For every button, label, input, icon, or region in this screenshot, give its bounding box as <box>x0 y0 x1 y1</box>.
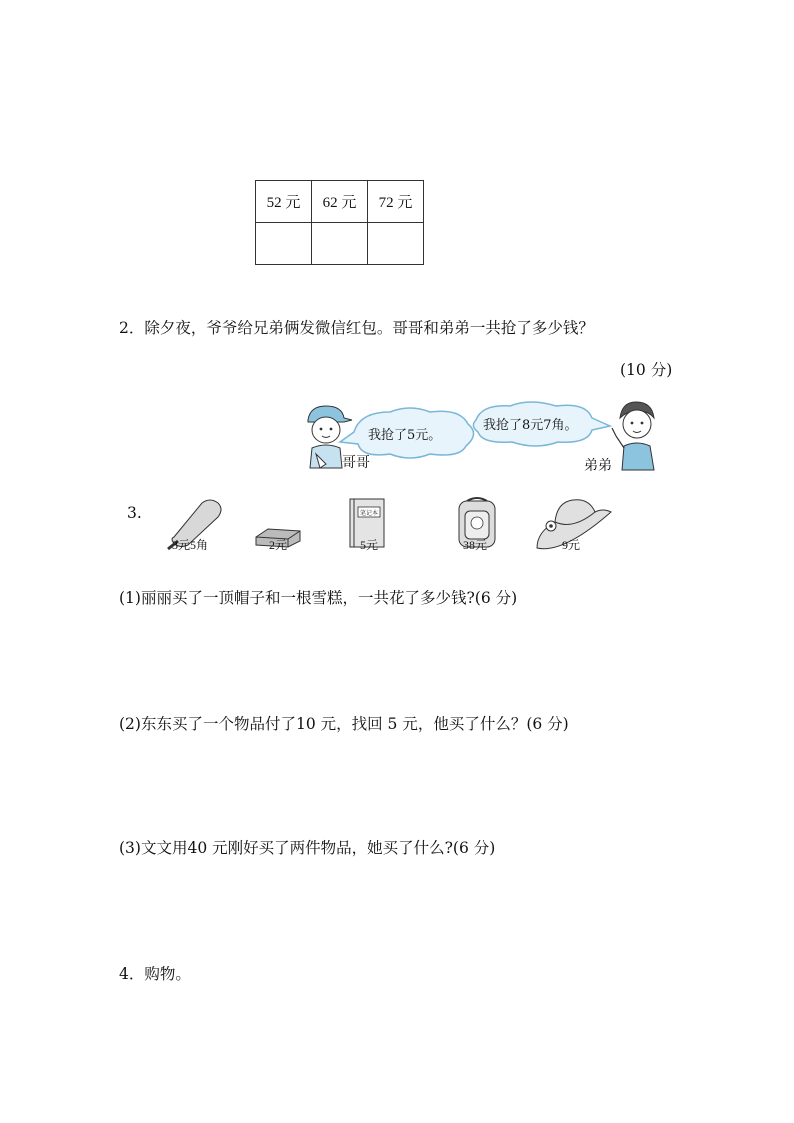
answer-cell[interactable] <box>256 223 312 265</box>
answer-cell[interactable] <box>312 223 368 265</box>
price-table <box>255 180 424 265</box>
younger-brother-label: 弟弟 <box>584 458 612 474</box>
question-4-text: 4．购物。 <box>119 965 191 983</box>
item-price: 38元 <box>462 538 487 552</box>
question-2-text: 2．除夕夜，爷爷给兄弟俩发微信红包。哥哥和弟弟一共抢了多少钱？ <box>119 319 594 337</box>
question-3-sub2: (2)东东买了一个物品付了10 元，找回 5 元，他买了什么？(6 分) <box>119 715 569 733</box>
table-row <box>256 223 424 265</box>
table-header-cell: 52 元 <box>256 181 312 223</box>
item-price: 5元 <box>359 538 378 552</box>
older-brother-label: 哥哥 <box>342 455 370 471</box>
younger-speech: 我抢了8元7角。 <box>483 418 578 433</box>
notebook-cover-text: 笔记本 <box>359 510 379 517</box>
question-3-sub3: (3)文文用40 元刚好买了两件物品，她买了什么?(6 分) <box>119 839 496 857</box>
question-3-number: 3. <box>127 504 142 522</box>
item-price: 2元 <box>268 538 287 552</box>
brother-speech: 我抢了5元。 <box>368 428 442 443</box>
question-2-score: (10 分) <box>620 361 673 379</box>
item-price: 9元 <box>561 538 580 552</box>
question-3-sub1: (1)丽丽买了一顶帽子和一根雪糕，一共花了多少钱?(6 分) <box>119 589 518 607</box>
table-header-cell: 72 元 <box>368 181 424 223</box>
younger-brother-figure <box>612 402 654 470</box>
table-row <box>256 181 424 223</box>
table-header-cell: 62 元 <box>312 181 368 223</box>
item-price: 3元5角 <box>171 538 208 552</box>
answer-cell[interactable] <box>368 223 424 265</box>
